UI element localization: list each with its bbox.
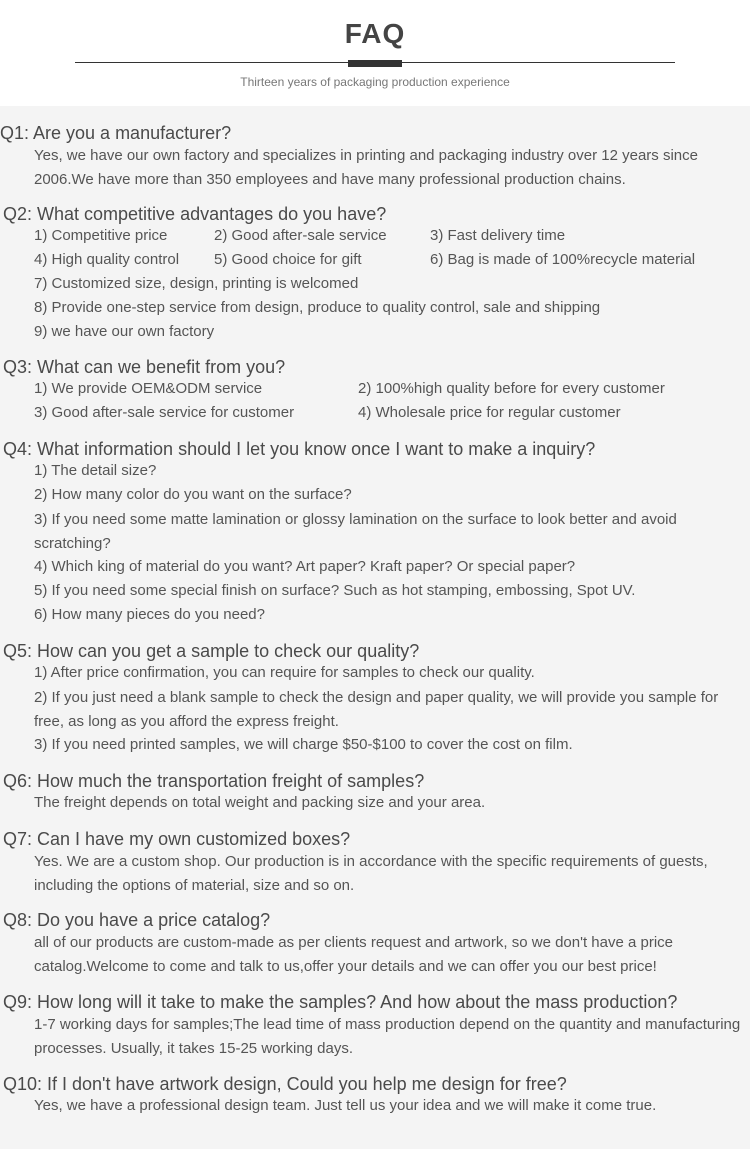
faq-item: 3) If you need some matte lamination or glossy lamination on the surface to look better and avoid scratching? bbox=[34, 511, 677, 552]
faq-question-3: Q3: What can we benefit from you? bbox=[3, 357, 286, 377]
faq-item: 5) Good choice for gift bbox=[214, 251, 362, 268]
faq-list bbox=[0, 106, 750, 1149]
faq-question-1: Q1: Are you a manufacturer? bbox=[0, 123, 232, 143]
page-header bbox=[0, 0, 750, 106]
faq-item: 3) Good after-sale service for customer bbox=[34, 404, 295, 421]
faq-item: 5) If you need some special finish on surface? Such as hot stamping, embossing, Spot UV. bbox=[34, 582, 636, 599]
faq-item: 4) Which king of material do you want? Art paper? Kraft paper? Or special paper? bbox=[34, 558, 576, 575]
faq-item: 2) 100%high quality before for every customer bbox=[358, 380, 665, 397]
faq-item: 3) If you need printed samples, we will charge $50-$100 to cover the cost on film. bbox=[34, 736, 573, 753]
faq-answer-6: The freight depends on total weight and packing size and your area. bbox=[34, 794, 486, 811]
title-divider-accent bbox=[348, 60, 402, 67]
faq-item: 7) Customized size, design, printing is welcomed bbox=[34, 275, 359, 292]
faq-question-9: Q9: How long will it take to make the samples? And how about the mass production? bbox=[3, 992, 678, 1012]
faq-item: 9) we have our own factory bbox=[34, 323, 215, 340]
faq-item: 2) How many color do you want on the surface? bbox=[34, 486, 352, 503]
faq-item: 4) Wholesale price for regular customer bbox=[358, 404, 621, 421]
page-title: FAQ bbox=[344, 18, 406, 49]
page-subtitle: Thirteen years of packaging production experience bbox=[240, 75, 510, 89]
faq-question-8: Q8: Do you have a price catalog? bbox=[3, 910, 271, 930]
faq-answer-8: all of our products are custom-made as per clients request and artwork, so we don't have a price catalog.Welcome to come and talk to us,offer your details and we can offer you our best price! bbox=[34, 934, 674, 975]
faq-item: 6) How many pieces do you need? bbox=[34, 606, 265, 623]
faq-question-5: Q5: How can you get a sample to check our quality? bbox=[3, 641, 420, 661]
faq-question-10: Q10: If I don't have artwork design, Could you help me design for free? bbox=[3, 1074, 567, 1094]
faq-item: 1) After price confirmation, you can require for samples to check our quality. bbox=[34, 664, 535, 681]
faq-item: 4) High quality control bbox=[34, 251, 180, 268]
faq-answer-1: Yes, we have our own factory and specializes in printing and packaging industry over 12 years since 2006.We have more than 350 employees and have many professional production chains. bbox=[34, 147, 698, 188]
faq-answer-7: Yes. We are a custom shop. Our production is in accordance with the specific requirements of guests, including the options of material, size and so on. bbox=[34, 853, 708, 894]
faq-answer-10: Yes, we have a professional design team. Just tell us your idea and we will make it come true. bbox=[34, 1097, 657, 1114]
faq-item: 6) Bag is made of 100%recycle material bbox=[430, 251, 696, 268]
faq-item: 3) Fast delivery time bbox=[430, 227, 566, 244]
faq-item: 1) The detail size? bbox=[34, 462, 157, 479]
faq-question-7: Q7: Can I have my own customized boxes? bbox=[3, 829, 351, 849]
faq-item: 2) If you just need a blank sample to check the design and paper quality, we will provide you sample for free, as long as you afford the express freight. bbox=[34, 689, 719, 730]
faq-item: 8) Provide one-step service from design, produce to quality control, sale and shipping bbox=[34, 299, 601, 316]
faq-question-6: Q6: How much the transportation freight of samples? bbox=[3, 771, 425, 791]
faq-item: 2) Good after-sale service bbox=[214, 227, 387, 244]
faq-question-2: Q2: What competitive advantages do you have? bbox=[3, 204, 387, 224]
faq-question-4: Q4: What information should I let you know once I want to make a inquiry? bbox=[3, 439, 596, 459]
faq-item: 1) Competitive price bbox=[34, 227, 168, 244]
faq-item: 1) We provide OEM&ODM service bbox=[34, 380, 263, 397]
faq-answer-9: 1-7 working days for samples;The lead time of mass production depend on the quantity and manufacturing processes. Usually, it takes 15-25 working days. bbox=[34, 1016, 741, 1057]
